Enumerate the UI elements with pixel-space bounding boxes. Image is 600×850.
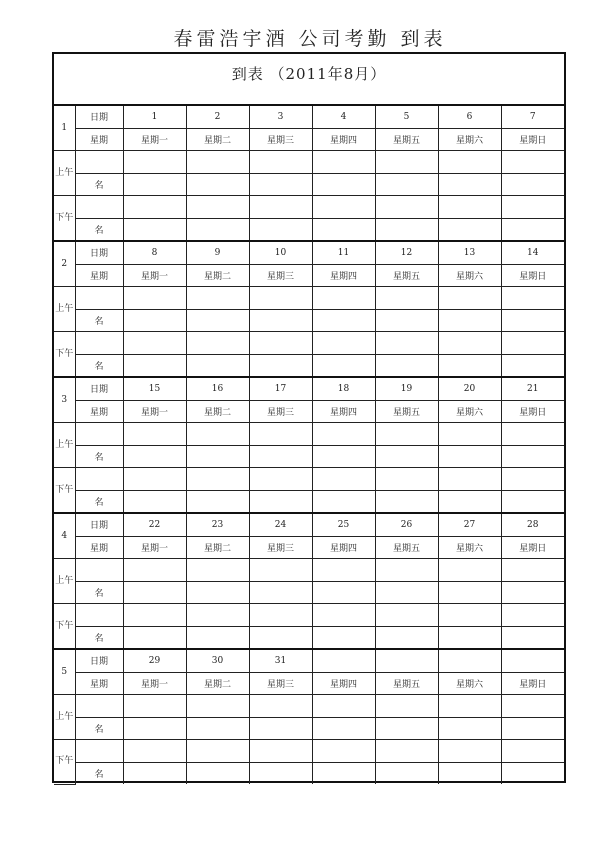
signin-cell[interactable] [123,490,186,513]
signin-cell[interactable] [249,762,312,784]
weekday-cell: 星期三 [249,128,312,151]
morning-blank-row [54,287,564,310]
day-number-cell: 1 [123,106,186,128]
weekday-cell: 星期三 [249,264,312,287]
signin-cell[interactable] [501,762,564,784]
day-number-cell: 24 [249,513,312,536]
morning-name-row [54,717,564,740]
signin-cell[interactable] [123,626,186,649]
signin-cell[interactable] [123,332,186,355]
signin-cell[interactable] [186,468,249,491]
week-number: 5 [54,649,75,695]
signin-cell[interactable] [501,581,564,604]
name-label: 名 [75,581,123,604]
signin-cell[interactable] [501,490,564,513]
signin-cell[interactable] [186,173,249,196]
day-number-cell: 9 [186,241,249,264]
blank-cell [75,332,123,355]
weekday-cell: 星期六 [438,400,501,423]
weekday-label: 星期 [75,128,123,151]
afternoon-name-row [54,354,564,377]
signin-cell[interactable] [501,626,564,649]
weekday-cell: 星期四 [312,400,375,423]
signin-cell[interactable] [501,740,564,763]
signin-cell[interactable] [123,287,186,310]
signin-cell[interactable] [438,423,501,446]
signin-cell[interactable] [186,626,249,649]
week-number: 3 [54,377,75,423]
weekday-cell: 星期五 [375,128,438,151]
signin-cell[interactable] [501,332,564,355]
signin-cell[interactable] [501,218,564,241]
weekday-cell: 星期二 [186,264,249,287]
signin-cell[interactable] [186,196,249,219]
signin-cell[interactable] [375,445,438,468]
signin-cell[interactable] [312,490,375,513]
signin-cell[interactable] [375,695,438,718]
signin-cell[interactable] [186,581,249,604]
day-number-cell: 3 [249,106,312,128]
day-number-cell: 31 [249,649,312,672]
signin-cell[interactable] [312,445,375,468]
weekday-cell: 星期日 [501,264,564,287]
day-number-cell [438,649,501,672]
signin-cell[interactable] [375,287,438,310]
signin-cell[interactable] [312,604,375,627]
signin-cell[interactable] [501,695,564,718]
signin-cell[interactable] [312,559,375,582]
week-date-row [54,649,564,672]
day-number-cell: 10 [249,241,312,264]
morning-blank-row [54,423,564,446]
signin-cell[interactable] [501,151,564,174]
signin-cell[interactable] [186,604,249,627]
weekday-cell: 星期日 [501,128,564,151]
signin-cell[interactable] [186,151,249,174]
date-label: 日期 [75,513,123,536]
signin-cell[interactable] [375,559,438,582]
morning-name-row [54,173,564,196]
weekday-cell: 星期二 [186,400,249,423]
name-label: 名 [75,445,123,468]
signin-cell[interactable] [123,151,186,174]
afternoon-blank-row [54,332,564,355]
signin-cell[interactable] [375,740,438,763]
name-label: 名 [75,626,123,649]
attendance-sheet [52,52,566,783]
name-label: 名 [75,717,123,740]
signin-cell[interactable] [438,173,501,196]
day-number-cell: 22 [123,513,186,536]
date-label: 日期 [75,649,123,672]
afternoon-label: 下午 [54,196,75,242]
signin-cell[interactable] [501,173,564,196]
week-date-row [54,241,564,264]
signin-cell[interactable] [123,196,186,219]
signin-cell[interactable] [438,309,501,332]
weekday-cell: 星期五 [375,264,438,287]
signin-cell[interactable] [249,332,312,355]
signin-cell[interactable] [438,717,501,740]
morning-blank-row [54,151,564,174]
day-number-cell: 5 [375,106,438,128]
signin-cell[interactable] [312,218,375,241]
week-weekday-row [54,672,564,695]
afternoon-label: 下午 [54,740,75,785]
weekday-cell: 星期六 [438,536,501,559]
signin-cell[interactable] [123,695,186,718]
name-label: 名 [75,173,123,196]
afternoon-label: 下午 [54,468,75,514]
blank-cell [75,740,123,763]
weekday-label: 星期 [75,264,123,287]
week-date-row [54,513,564,536]
signin-cell[interactable] [501,196,564,219]
morning-label: 上午 [54,287,75,332]
document-title: 春雷浩宇酒 公司考勤 到表 [173,28,447,50]
signin-cell[interactable] [501,468,564,491]
signin-cell[interactable] [375,468,438,491]
week-weekday-row [54,536,564,559]
signin-cell[interactable] [312,332,375,355]
weekday-cell: 星期五 [375,400,438,423]
signin-cell[interactable] [501,559,564,582]
signin-cell[interactable] [312,287,375,310]
signin-cell[interactable] [123,354,186,377]
signin-cell[interactable] [438,740,501,763]
signin-cell[interactable] [501,604,564,627]
week-weekday-row [54,264,564,287]
blank-cell [75,287,123,310]
day-number-cell: 19 [375,377,438,400]
afternoon-name-row [54,626,564,649]
signin-cell[interactable] [186,740,249,763]
morning-label: 上午 [54,559,75,604]
signin-cell[interactable] [501,445,564,468]
blank-cell [75,423,123,446]
signin-cell[interactable] [249,151,312,174]
signin-cell[interactable] [312,309,375,332]
signin-cell[interactable] [186,445,249,468]
day-number-cell: 11 [312,241,375,264]
signin-cell[interactable] [249,287,312,310]
signin-cell[interactable] [312,695,375,718]
signin-cell[interactable] [249,309,312,332]
signin-cell[interactable] [123,423,186,446]
name-label: 名 [75,354,123,377]
signin-cell[interactable] [186,287,249,310]
blank-cell [75,695,123,718]
signin-cell[interactable] [438,151,501,174]
signin-cell[interactable] [375,626,438,649]
signin-cell[interactable] [186,423,249,446]
blank-cell [75,559,123,582]
signin-cell[interactable] [249,490,312,513]
signin-cell[interactable] [375,354,438,377]
weekday-cell: 星期五 [375,672,438,695]
signin-cell[interactable] [375,218,438,241]
signin-cell[interactable] [186,354,249,377]
signin-cell[interactable] [375,196,438,219]
signin-cell[interactable] [501,717,564,740]
signin-cell[interactable] [249,468,312,491]
signin-cell[interactable] [123,559,186,582]
signin-cell[interactable] [186,490,249,513]
day-number-cell: 8 [123,241,186,264]
blank-cell [75,151,123,174]
signin-cell[interactable] [375,581,438,604]
signin-cell[interactable] [123,309,186,332]
signin-cell[interactable] [312,173,375,196]
signin-cell[interactable] [123,717,186,740]
weekday-cell: 星期六 [438,672,501,695]
signin-cell[interactable] [123,218,186,241]
afternoon-label: 下午 [54,604,75,650]
signin-cell[interactable] [438,762,501,784]
signin-cell[interactable] [438,287,501,310]
afternoon-name-row [54,218,564,241]
signin-cell[interactable] [375,717,438,740]
signin-cell[interactable] [438,196,501,219]
weekday-cell: 星期一 [123,128,186,151]
afternoon-blank-row [54,604,564,627]
day-number-cell: 27 [438,513,501,536]
signin-cell[interactable] [249,559,312,582]
week-number: 1 [54,106,75,151]
signin-cell[interactable] [186,218,249,241]
signin-cell[interactable] [375,604,438,627]
signin-cell[interactable] [438,559,501,582]
date-label: 日期 [75,106,123,128]
signin-cell[interactable] [123,740,186,763]
signin-cell[interactable] [249,604,312,627]
afternoon-label: 下午 [54,332,75,378]
signin-cell[interactable] [438,332,501,355]
signin-cell[interactable] [312,740,375,763]
weekday-cell: 星期三 [249,400,312,423]
day-number-cell: 4 [312,106,375,128]
day-number-cell: 17 [249,377,312,400]
signin-cell[interactable] [438,626,501,649]
afternoon-name-row [54,762,564,784]
day-number-cell: 20 [438,377,501,400]
day-number-cell: 14 [501,241,564,264]
signin-cell[interactable] [186,695,249,718]
signin-cell[interactable] [249,354,312,377]
signin-cell[interactable] [375,332,438,355]
attendance-table [54,106,564,785]
signin-cell[interactable] [312,626,375,649]
signin-cell[interactable] [249,717,312,740]
morning-label: 上午 [54,151,75,196]
weekday-cell: 星期二 [186,672,249,695]
day-number-cell: 15 [123,377,186,400]
signin-cell[interactable] [249,445,312,468]
day-number-cell [312,649,375,672]
weekday-cell: 星期一 [123,264,186,287]
signin-cell[interactable] [249,695,312,718]
week-weekday-row [54,128,564,151]
signin-cell[interactable] [249,196,312,219]
signin-cell[interactable] [312,423,375,446]
weekday-cell: 星期二 [186,536,249,559]
signin-cell[interactable] [312,196,375,219]
signin-cell[interactable] [123,762,186,784]
name-label: 名 [75,490,123,513]
afternoon-name-row [54,490,564,513]
week-date-row [54,377,564,400]
day-number-cell: 13 [438,241,501,264]
afternoon-blank-row [54,468,564,491]
day-number-cell: 12 [375,241,438,264]
week-number: 4 [54,513,75,559]
weekday-cell: 星期一 [123,672,186,695]
blank-cell [75,604,123,627]
signin-cell[interactable] [186,717,249,740]
day-number-cell: 6 [438,106,501,128]
signin-cell[interactable] [186,309,249,332]
signin-cell[interactable] [375,490,438,513]
weekday-cell: 星期一 [123,400,186,423]
signin-cell[interactable] [249,581,312,604]
signin-cell[interactable] [501,354,564,377]
weekday-cell: 星期日 [501,672,564,695]
weekday-cell: 星期四 [312,264,375,287]
signin-cell[interactable] [123,445,186,468]
signin-cell[interactable] [123,468,186,491]
weekday-label: 星期 [75,400,123,423]
morning-name-row [54,581,564,604]
day-number-cell: 7 [501,106,564,128]
weekday-cell: 星期六 [438,128,501,151]
weekday-cell: 星期日 [501,536,564,559]
morning-label: 上午 [54,695,75,740]
signin-cell[interactable] [123,604,186,627]
name-label: 名 [75,309,123,332]
weekday-cell: 星期四 [312,672,375,695]
weekday-cell: 星期日 [501,400,564,423]
name-label: 名 [75,762,123,784]
signin-cell[interactable] [249,626,312,649]
morning-blank-row [54,695,564,718]
day-number-cell [375,649,438,672]
morning-name-row [54,309,564,332]
signin-cell[interactable] [249,218,312,241]
signin-cell[interactable] [438,354,501,377]
signin-cell[interactable] [438,445,501,468]
week-date-row [54,106,564,128]
day-number-cell: 2 [186,106,249,128]
signin-cell[interactable] [249,740,312,763]
day-number-cell: 16 [186,377,249,400]
signin-cell[interactable] [438,695,501,718]
signin-cell[interactable] [312,151,375,174]
signin-cell[interactable] [438,581,501,604]
weekday-label: 星期 [75,672,123,695]
day-number-cell: 23 [186,513,249,536]
weekday-cell: 星期三 [249,672,312,695]
weekday-cell: 星期四 [312,536,375,559]
weekday-label: 星期 [75,536,123,559]
signin-cell[interactable] [249,173,312,196]
signin-cell[interactable] [375,151,438,174]
sheet-subtitle: 到表 （2011年8月） [54,54,564,106]
signin-cell[interactable] [375,173,438,196]
signin-cell[interactable] [186,559,249,582]
weekday-cell: 星期四 [312,128,375,151]
signin-cell[interactable] [438,604,501,627]
signin-cell[interactable] [501,309,564,332]
signin-cell[interactable] [186,762,249,784]
signin-cell[interactable] [312,762,375,784]
signin-cell[interactable] [438,468,501,491]
signin-cell[interactable] [312,717,375,740]
signin-cell[interactable] [375,423,438,446]
weekday-cell: 星期三 [249,536,312,559]
signin-cell[interactable] [501,287,564,310]
weekday-cell: 星期二 [186,128,249,151]
date-label: 日期 [75,377,123,400]
signin-cell[interactable] [249,423,312,446]
day-number-cell: 29 [123,649,186,672]
weekday-cell: 星期一 [123,536,186,559]
day-number-cell: 30 [186,649,249,672]
signin-cell[interactable] [312,354,375,377]
week-number: 2 [54,241,75,287]
morning-label: 上午 [54,423,75,468]
signin-cell[interactable] [123,581,186,604]
signin-cell[interactable] [375,309,438,332]
day-number-cell: 25 [312,513,375,536]
signin-cell[interactable] [186,332,249,355]
week-weekday-row [54,400,564,423]
name-label: 名 [75,218,123,241]
signin-cell[interactable] [438,218,501,241]
date-label: 日期 [75,241,123,264]
signin-cell[interactable] [312,468,375,491]
afternoon-blank-row [54,196,564,219]
day-number-cell: 18 [312,377,375,400]
signin-cell[interactable] [438,490,501,513]
day-number-cell: 26 [375,513,438,536]
day-number-cell [501,649,564,672]
signin-cell[interactable] [312,581,375,604]
signin-cell[interactable] [501,423,564,446]
day-number-cell: 21 [501,377,564,400]
weekday-cell: 星期六 [438,264,501,287]
morning-blank-row [54,559,564,582]
blank-cell [75,468,123,491]
signin-cell[interactable] [123,173,186,196]
afternoon-blank-row [54,740,564,763]
signin-cell[interactable] [375,762,438,784]
morning-name-row [54,445,564,468]
day-number-cell: 28 [501,513,564,536]
blank-cell [75,196,123,219]
weekday-cell: 星期五 [375,536,438,559]
